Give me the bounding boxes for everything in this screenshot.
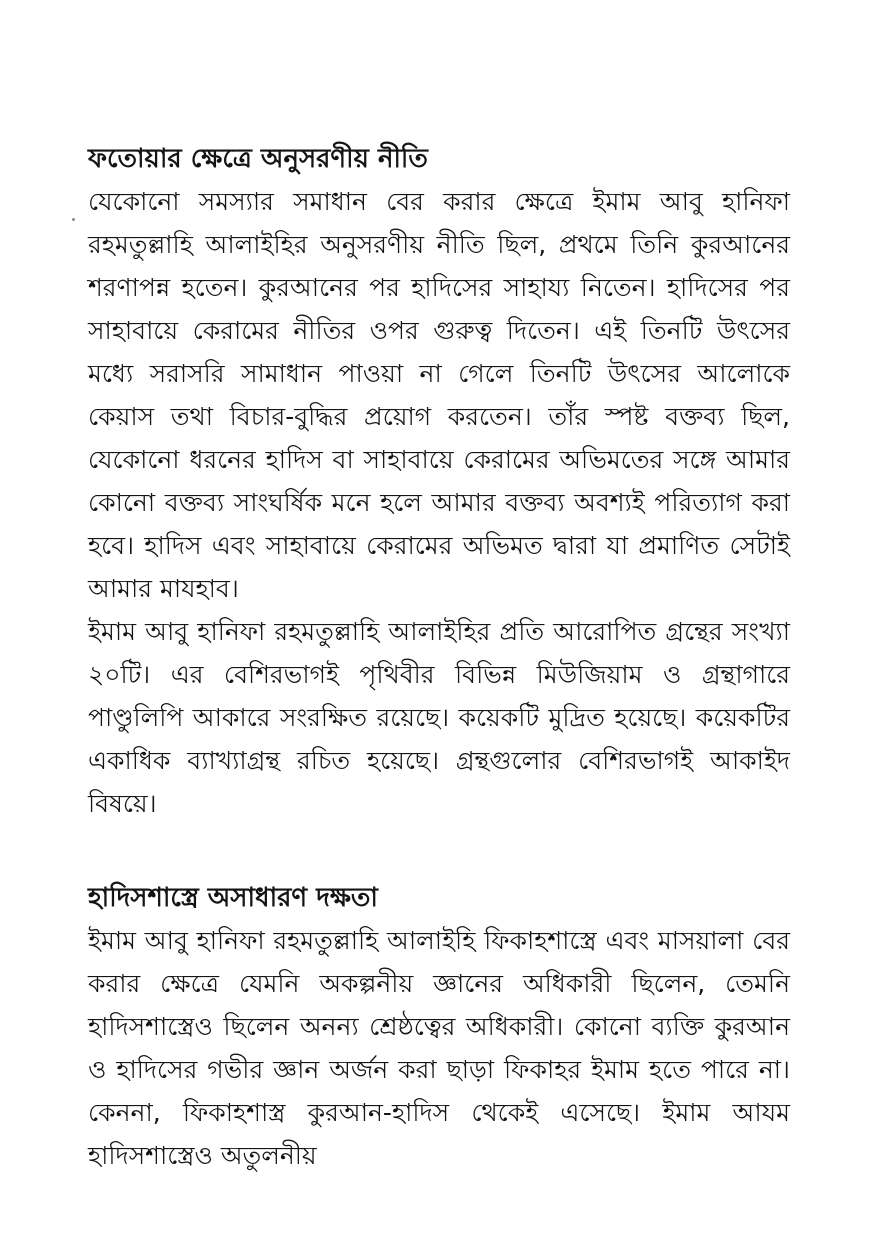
section-heading: হাদিসশাস্ত্রে অসাধারণ দক্ষতা xyxy=(88,883,378,913)
section-heading: ফতোয়ার ক্ষেত্রে অনুসরণীয় নীতি xyxy=(88,144,428,174)
book-page xyxy=(88,138,790,1177)
section-hadith-expertise xyxy=(88,877,790,1177)
paragraph: যেকোনো সমস্যার সমাধান বের করার ক্ষেত্রে ইমাম আবু হানিফা রহমতুল্লাহি আলাইহির অনুসরণীয় নীতি ছিল, প্রথমে তিনি কুরআনের শরণাপন্ন হতেন। কুরআনের পর হাদিসের সাহায্য নিতেন। হাদিসের পর সাহাবায়ে কেরামের নীতির ওপর গুরুত্ব দিতেন। এই তিনটি উৎসের মধ্যে সরাসরি সামাধান পাওয়া না গেলে তিনটি উৎসের আলোকে কেয়াস তথা বিচার-বুদ্ধির প্রয়োগ করতেন। তাঁর স্পষ্ট বক্তব্য ছিল, যেকোনো ধরনের হাদিস বা সাহাবায়ে কেরামের অভিমতের সঙ্গে আমার কোনো বক্তব্য সাংঘর্ষিক মনে হলে আমার বক্তব্য অবশ্যই পরিত্যাগ করা হবে। হাদিস এবং সাহাবায়ে কেরামের অভিমত দ্বারা যা প্রমাণিত সেটাই আমার মাযহাব। xyxy=(88,187,790,603)
section-spacer xyxy=(88,825,790,877)
paragraph: ইমাম আবু হানিফা রহমতুল্লাহি আলাইহির প্রতি আরোপিত গ্রন্থের সংখ্যা ২০টি। এর বেশিরভাগই পৃথিবীর বিভিন্ন মিউজিয়াম ও গ্রন্থাগারে পাণ্ডুলিপি আকারে সংরক্ষিত রয়েছে। কয়েকটি মুদ্রিত হয়েছে। কয়েকটির একাধিক ব্যাখ্যাগ্রন্থ রচিত হয়েছে। গ্রন্থগুলোর বেশিরভাগই আকাইদ বিষয়ে। xyxy=(88,617,790,818)
paragraph: ইমাম আবু হানিফা রহমতুল্লাহি আলাইহি ফিকাহশাস্ত্রে এবং মাসয়ালা বের করার ক্ষেত্রে যেমনি অকল্পনীয় জ্ঞানের অধিকারী ছিলেন, তেমনি হাদিসশাস্ত্রেও ছিলেন অনন্য শ্রেষ্ঠত্বের অধিকারী। কোনো ব্যক্তি কুরআন ও হাদিসের গভীর জ্ঞান অর্জন করা ছাড়া ফিকাহর ইমাম হতে পারে না। কেননা, ফিকাহশাস্ত্র কুরআন-হাদিস থেকেই এসেছে। ইমাম আযম হাদিসশাস্ত্রেও অতুলনীয় xyxy=(88,926,790,1170)
scan-speck xyxy=(72,218,75,221)
section-fatwa-principles xyxy=(88,138,790,825)
